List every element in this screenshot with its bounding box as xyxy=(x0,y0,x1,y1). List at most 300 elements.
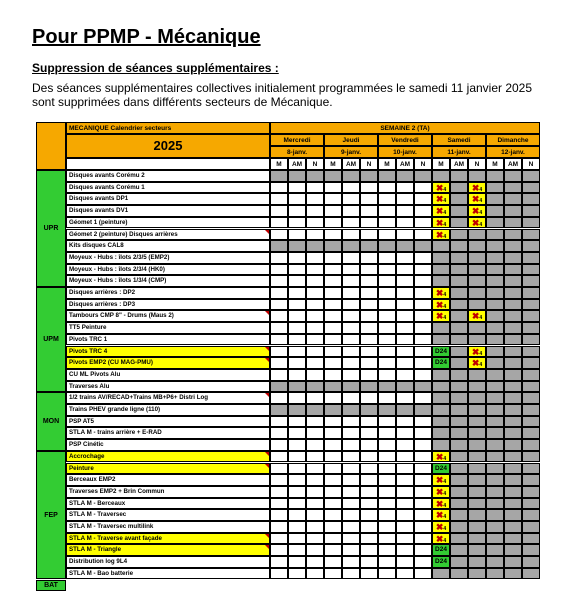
schedule-cell xyxy=(378,556,396,568)
day-date-3: 11-janv. xyxy=(432,146,486,158)
schedule-cell-closed xyxy=(468,439,486,451)
schedule-cell xyxy=(288,439,306,451)
page-title: Pour PPMP - Mécanique xyxy=(32,26,261,49)
schedule-cell xyxy=(360,416,378,428)
schedule-cell-closed xyxy=(486,544,504,556)
schedule-cell xyxy=(270,509,288,521)
schedule-cell xyxy=(342,217,360,229)
schedule-cell-closed xyxy=(504,240,522,252)
schedule-cell xyxy=(324,334,342,346)
row-label: Kits disques CAL8 xyxy=(66,240,270,252)
schedule-cell xyxy=(324,217,342,229)
schedule-cell-closed xyxy=(432,264,450,276)
schedule-cell-closed xyxy=(270,170,288,182)
schedule-cell-closed xyxy=(450,463,468,475)
schedule-cell-closed xyxy=(450,170,468,182)
schedule-cell xyxy=(288,568,306,580)
schedule-cell xyxy=(270,205,288,217)
schedule-cell xyxy=(342,568,360,580)
schedule-cell xyxy=(342,498,360,510)
schedule-cell xyxy=(414,205,432,217)
schedule-cell-closed xyxy=(450,217,468,229)
schedule-cell-closed xyxy=(504,346,522,358)
schedule-cell-closed xyxy=(288,170,306,182)
schedule-cell xyxy=(360,427,378,439)
schedule-cell-closed xyxy=(486,205,504,217)
schedule-cell xyxy=(360,299,378,311)
schedule-cell xyxy=(360,275,378,287)
schedule-cell xyxy=(270,416,288,428)
row-label: Peinture xyxy=(66,463,270,475)
schedule-cell xyxy=(270,369,288,381)
schedule-cell-closed xyxy=(504,275,522,287)
shift-header: AM xyxy=(342,158,360,170)
schedule-cell xyxy=(324,182,342,194)
schedule-cell xyxy=(378,533,396,545)
schedule-cell xyxy=(360,205,378,217)
schedule-cell-closed xyxy=(414,240,432,252)
schedule-cell xyxy=(306,509,324,521)
schedule-cell xyxy=(306,427,324,439)
schedule-cell xyxy=(360,556,378,568)
schedule-cell-closed xyxy=(450,474,468,486)
schedule-cell xyxy=(288,451,306,463)
schedule-cell xyxy=(306,439,324,451)
schedule-cell-closed xyxy=(396,170,414,182)
schedule-cell-closed xyxy=(306,381,324,393)
schedule-cell-closed xyxy=(450,369,468,381)
schedule-cell-closed xyxy=(522,544,540,556)
schedule-cell xyxy=(396,486,414,498)
schedule-cell-closed xyxy=(504,463,522,475)
schedule-cell xyxy=(288,275,306,287)
schedule-cell-closed xyxy=(450,322,468,334)
group-fep: FEP xyxy=(36,451,66,580)
schedule-cell xyxy=(378,498,396,510)
schedule-cell xyxy=(360,521,378,533)
schedule-cell-closed xyxy=(522,381,540,393)
schedule-cell-closed xyxy=(504,521,522,533)
schedule-cell-closed xyxy=(486,568,504,580)
group-bat: BAT xyxy=(36,580,66,591)
schedule-cell xyxy=(396,544,414,556)
schedule-cell xyxy=(360,217,378,229)
row-label: Berceaux EMP2 xyxy=(66,474,270,486)
schedule-cell-closed xyxy=(522,346,540,358)
schedule-cell-closed xyxy=(504,509,522,521)
schedule-cell xyxy=(342,451,360,463)
schedule-cell-closed xyxy=(486,369,504,381)
schedule-cell-closed xyxy=(486,240,504,252)
cancelled-session-icon: ✖4 xyxy=(432,299,450,311)
schedule-cell xyxy=(378,568,396,580)
schedule-cell-closed xyxy=(468,299,486,311)
schedule-cell xyxy=(396,498,414,510)
schedule-cell xyxy=(324,416,342,428)
group-upm: UPM xyxy=(36,287,66,392)
schedule-cell-closed xyxy=(504,170,522,182)
schedule-cell xyxy=(360,252,378,264)
schedule-cell xyxy=(324,193,342,205)
schedule-cell xyxy=(360,451,378,463)
schedule-cell xyxy=(396,182,414,194)
schedule-cell-closed xyxy=(342,381,360,393)
schedule-cell xyxy=(288,474,306,486)
schedule-cell-closed xyxy=(522,404,540,416)
section-subtitle: Suppression de séances supplémentaires : xyxy=(32,61,279,75)
schedule-cell xyxy=(414,346,432,358)
schedule-cell xyxy=(396,439,414,451)
session-d24: D24 xyxy=(432,357,450,369)
schedule-cell xyxy=(306,287,324,299)
schedule-cell xyxy=(360,322,378,334)
schedule-cell xyxy=(306,357,324,369)
schedule-cell-closed xyxy=(288,381,306,393)
schedule-cell-closed xyxy=(450,498,468,510)
comment-marker xyxy=(265,464,269,468)
schedule-cell-closed xyxy=(378,240,396,252)
schedule-cell-closed xyxy=(522,427,540,439)
schedule-cell xyxy=(288,217,306,229)
schedule-cell-closed xyxy=(468,486,486,498)
schedule-cell xyxy=(288,463,306,475)
schedule-cell-closed xyxy=(522,451,540,463)
schedule-cell xyxy=(306,322,324,334)
schedule-cell-closed xyxy=(450,229,468,241)
row-label: Pivots TRC 4 xyxy=(66,346,270,358)
cancelled-session-icon: ✖4 xyxy=(468,205,486,217)
schedule-cell xyxy=(378,322,396,334)
schedule-cell xyxy=(324,509,342,521)
schedule-cell-closed xyxy=(504,322,522,334)
shift-header: M xyxy=(270,158,288,170)
schedule-cell xyxy=(360,544,378,556)
schedule-cell-closed xyxy=(432,334,450,346)
shift-header: AM xyxy=(504,158,522,170)
schedule-cell-closed xyxy=(504,264,522,276)
row-label: Pivots EMP2 (CU MAG-PMU) xyxy=(66,357,270,369)
schedule-cell xyxy=(270,392,288,404)
schedule-cell xyxy=(288,427,306,439)
row-label: Moyeux - Hubs : îlots 1/3/4 (CMP) xyxy=(66,275,270,287)
schedule-cell-closed xyxy=(432,439,450,451)
schedule-cell xyxy=(378,439,396,451)
schedule-cell xyxy=(288,252,306,264)
schedule-cell-closed xyxy=(450,264,468,276)
schedule-cell xyxy=(324,498,342,510)
schedule-cell xyxy=(396,264,414,276)
schedule-cell-closed xyxy=(504,369,522,381)
schedule-cell xyxy=(306,334,324,346)
schedule-cell xyxy=(378,521,396,533)
schedule-cell xyxy=(378,392,396,404)
day-name-3: Samedi xyxy=(432,134,486,146)
header-year: 2025 xyxy=(66,134,270,158)
shift-header: N xyxy=(306,158,324,170)
schedule-cell-closed xyxy=(468,275,486,287)
cancelled-session-icon: ✖4 xyxy=(468,182,486,194)
schedule-cell-closed xyxy=(468,287,486,299)
row-label: STLA M - Traversec multilink xyxy=(66,521,270,533)
row-label: STLA M - Traverse avant façade xyxy=(66,533,270,545)
schedule-cell xyxy=(306,310,324,322)
schedule-cell-closed xyxy=(432,416,450,428)
week-header: SEMAINE 2 (TA) xyxy=(270,122,540,134)
row-label: STLA M - Bao batterie xyxy=(66,568,270,580)
schedule-cell-closed xyxy=(504,474,522,486)
schedule-cell-closed xyxy=(522,322,540,334)
schedule-cell-closed xyxy=(486,287,504,299)
intro-line: sont supprimées dans différents secteurs de Mécanique. xyxy=(32,95,552,109)
schedule-cell xyxy=(324,474,342,486)
schedule-cell xyxy=(342,193,360,205)
schedule-cell xyxy=(324,346,342,358)
schedule-cell xyxy=(378,299,396,311)
schedule-cell xyxy=(324,299,342,311)
schedule-cell xyxy=(360,264,378,276)
schedule-cell xyxy=(342,310,360,322)
schedule-cell xyxy=(270,322,288,334)
schedule-cell xyxy=(342,275,360,287)
schedule-cell xyxy=(324,264,342,276)
schedule-cell xyxy=(324,357,342,369)
schedule-cell xyxy=(342,182,360,194)
schedule-cell-closed xyxy=(486,299,504,311)
schedule-cell xyxy=(342,486,360,498)
shift-header: M xyxy=(486,158,504,170)
schedule-cell-closed xyxy=(486,252,504,264)
schedule-cell-closed xyxy=(450,521,468,533)
schedule-cell xyxy=(378,229,396,241)
row-label: STLA M - Traversec xyxy=(66,509,270,521)
schedule-cell-closed xyxy=(522,369,540,381)
schedule-cell-closed xyxy=(450,439,468,451)
schedule-cell xyxy=(414,229,432,241)
schedule-cell xyxy=(360,357,378,369)
schedule-cell xyxy=(414,193,432,205)
schedule-cell-closed xyxy=(450,544,468,556)
schedule-cell xyxy=(342,544,360,556)
schedule-cell-closed xyxy=(522,264,540,276)
schedule-cell xyxy=(270,544,288,556)
schedule-cell-closed xyxy=(432,275,450,287)
schedule-cell-closed xyxy=(486,182,504,194)
schedule-cell xyxy=(324,229,342,241)
schedule-cell xyxy=(270,217,288,229)
row-label: Disques avants DV1 xyxy=(66,205,270,217)
schedule-cell-closed xyxy=(504,416,522,428)
session-d24: D24 xyxy=(432,544,450,556)
schedule-cell-closed xyxy=(486,264,504,276)
schedule-cell xyxy=(342,264,360,276)
schedule-cell-closed xyxy=(468,498,486,510)
schedule-cell xyxy=(324,275,342,287)
schedule-cell xyxy=(396,509,414,521)
row-label: PSP AT5 xyxy=(66,416,270,428)
schedule-cell xyxy=(414,568,432,580)
schedule-cell xyxy=(324,310,342,322)
schedule-cell xyxy=(396,392,414,404)
schedule-cell xyxy=(288,264,306,276)
schedule-cell-closed xyxy=(504,486,522,498)
schedule-cell-closed xyxy=(486,533,504,545)
schedule-cell-closed xyxy=(504,439,522,451)
schedule-cell-closed xyxy=(468,369,486,381)
shift-header: N xyxy=(414,158,432,170)
schedule-cell xyxy=(378,544,396,556)
schedule-cell xyxy=(342,346,360,358)
schedule-cell-closed xyxy=(486,521,504,533)
schedule-cell xyxy=(270,252,288,264)
schedule-cell xyxy=(342,427,360,439)
schedule-cell-closed xyxy=(522,509,540,521)
shift-header: N xyxy=(522,158,540,170)
schedule-cell xyxy=(288,486,306,498)
schedule-cell-closed xyxy=(468,264,486,276)
schedule-cell xyxy=(324,369,342,381)
schedule-cell xyxy=(396,275,414,287)
schedule-cell-closed xyxy=(468,463,486,475)
schedule-cell xyxy=(414,392,432,404)
schedule-cell-closed xyxy=(468,404,486,416)
schedule-cell-closed xyxy=(450,193,468,205)
row-label: Géomet 2 (peinture) Disques arrières xyxy=(66,229,270,241)
schedule-cell xyxy=(270,275,288,287)
shift-header: AM xyxy=(288,158,306,170)
row-label: PSP Cinétic xyxy=(66,439,270,451)
schedule-cell xyxy=(360,498,378,510)
row-label: Géomet 1 (peinture) xyxy=(66,217,270,229)
row-label: Accrochage xyxy=(66,451,270,463)
schedule-cell xyxy=(396,463,414,475)
schedule-cell-closed xyxy=(486,217,504,229)
schedule-cell xyxy=(306,474,324,486)
schedule-cell xyxy=(270,334,288,346)
group-upr: UPR xyxy=(36,170,66,287)
schedule-cell xyxy=(414,451,432,463)
schedule-cell xyxy=(342,357,360,369)
schedule-cell xyxy=(324,533,342,545)
comment-marker xyxy=(265,452,269,456)
schedule-cell-closed xyxy=(504,287,522,299)
schedule-cell xyxy=(360,346,378,358)
schedule-cell xyxy=(306,264,324,276)
schedule-cell xyxy=(378,357,396,369)
row-label: TT5 Peinture xyxy=(66,322,270,334)
cancelled-session-icon: ✖4 xyxy=(432,521,450,533)
schedule-cell xyxy=(414,369,432,381)
schedule-cell-closed xyxy=(432,170,450,182)
schedule-cell xyxy=(270,533,288,545)
schedule-cell-closed xyxy=(432,240,450,252)
schedule-cell-closed xyxy=(486,357,504,369)
shift-header: N xyxy=(360,158,378,170)
schedule-cell-closed xyxy=(468,509,486,521)
schedule-cell-closed xyxy=(432,392,450,404)
session-d24: D24 xyxy=(432,463,450,475)
schedule-cell xyxy=(324,252,342,264)
schedule-cell-closed xyxy=(504,229,522,241)
schedule-cell xyxy=(342,463,360,475)
schedule-cell-closed xyxy=(468,381,486,393)
schedule-cell-closed xyxy=(522,463,540,475)
schedule-cell xyxy=(324,287,342,299)
schedule-cell xyxy=(324,205,342,217)
day-date-4: 12-janv. xyxy=(486,146,540,158)
schedule-cell xyxy=(342,416,360,428)
schedule-cell-closed xyxy=(522,299,540,311)
header-left-corner xyxy=(36,122,66,170)
schedule-cell xyxy=(342,474,360,486)
schedule-cell xyxy=(414,416,432,428)
row-label: STLA M - Triangle xyxy=(66,544,270,556)
schedule-cell xyxy=(270,299,288,311)
schedule-cell xyxy=(378,369,396,381)
schedule-cell-closed xyxy=(270,381,288,393)
cancelled-session-icon: ✖4 xyxy=(432,533,450,545)
schedule-cell xyxy=(324,521,342,533)
schedule-cell xyxy=(342,252,360,264)
schedule-cell-closed xyxy=(486,474,504,486)
schedule-cell xyxy=(306,275,324,287)
schedule-cell-closed xyxy=(432,322,450,334)
schedule-cell-closed xyxy=(486,392,504,404)
schedule-cell-closed xyxy=(270,240,288,252)
schedule-cell xyxy=(360,509,378,521)
schedule-cell-closed xyxy=(450,346,468,358)
comment-marker xyxy=(265,393,269,397)
schedule-cell-closed xyxy=(468,521,486,533)
cancelled-session-icon: ✖4 xyxy=(468,217,486,229)
schedule-cell-closed xyxy=(504,299,522,311)
schedule-cell-closed xyxy=(360,404,378,416)
schedule-cell xyxy=(360,533,378,545)
schedule-cell xyxy=(378,463,396,475)
schedule-cell xyxy=(360,486,378,498)
schedule-cell xyxy=(342,287,360,299)
day-name-4: Dimanche xyxy=(486,134,540,146)
schedule-cell-closed xyxy=(522,334,540,346)
comment-marker xyxy=(265,311,269,315)
row-label: Disques avants DP1 xyxy=(66,193,270,205)
schedule-cell xyxy=(396,416,414,428)
schedule-cell-closed xyxy=(450,240,468,252)
schedule-cell xyxy=(378,486,396,498)
schedule-cell xyxy=(288,369,306,381)
schedule-cell xyxy=(414,533,432,545)
schedule-cell xyxy=(306,392,324,404)
schedule-cell-closed xyxy=(486,486,504,498)
cancelled-session-icon: ✖4 xyxy=(432,287,450,299)
schedule-cell xyxy=(378,451,396,463)
row-label: CU ML Pivots Alu xyxy=(66,369,270,381)
schedule-cell xyxy=(306,416,324,428)
schedule-cell-closed xyxy=(450,310,468,322)
schedule-cell-closed xyxy=(504,556,522,568)
schedule-cell xyxy=(378,427,396,439)
schedule-cell-closed xyxy=(414,381,432,393)
schedule-cell-closed xyxy=(450,392,468,404)
schedule-cell-closed xyxy=(522,357,540,369)
schedule-cell-closed xyxy=(522,193,540,205)
schedule-cell xyxy=(288,357,306,369)
schedule-cell xyxy=(324,392,342,404)
schedule-cell xyxy=(342,509,360,521)
schedule-cell-closed xyxy=(378,170,396,182)
schedule-cell-closed xyxy=(486,275,504,287)
group-mon: MON xyxy=(36,392,66,451)
schedule-cell xyxy=(306,568,324,580)
